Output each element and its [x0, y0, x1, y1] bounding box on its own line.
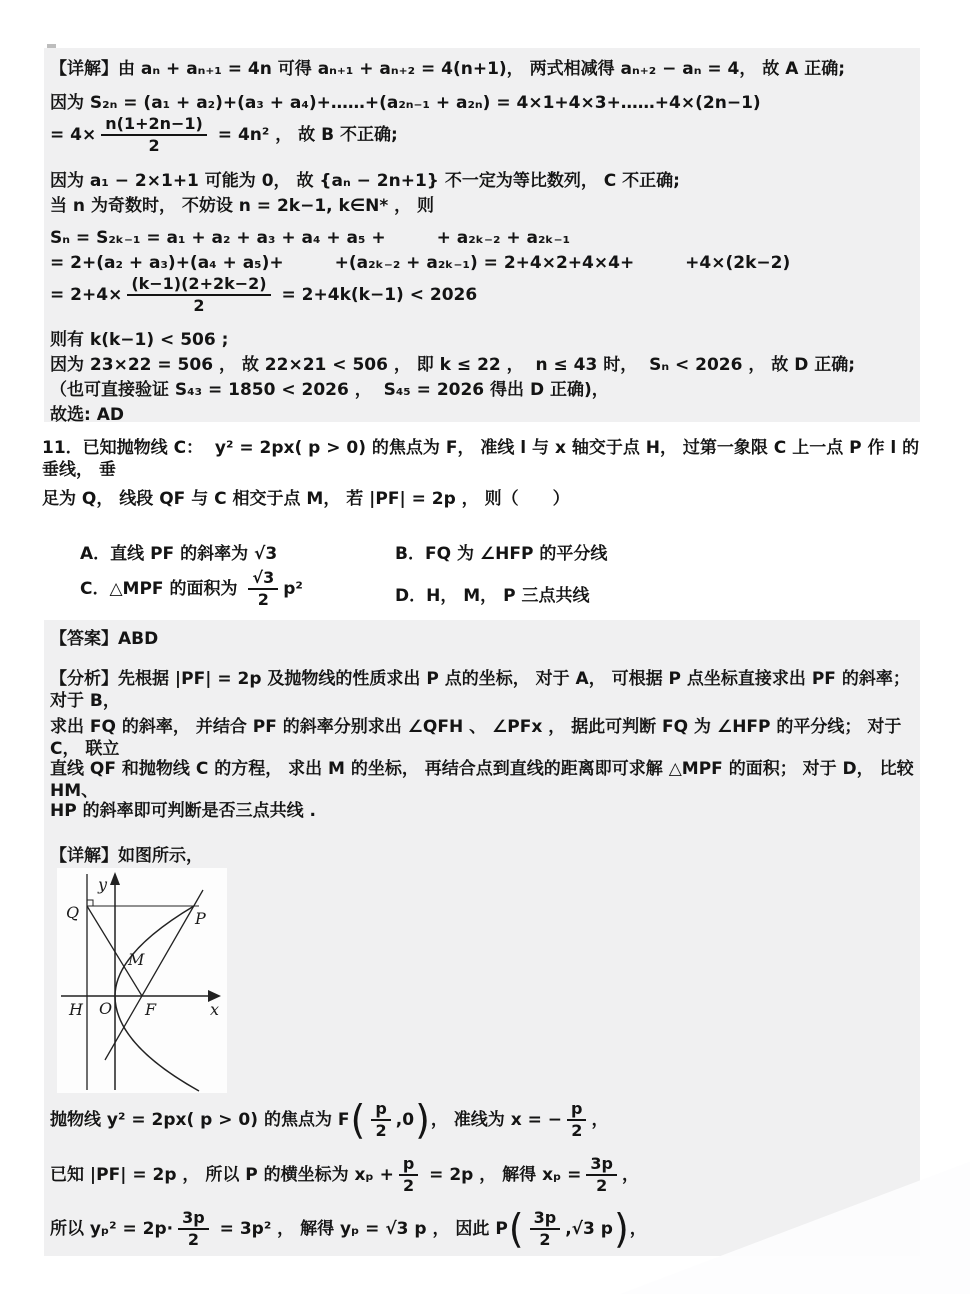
formula-text: ,√3 p: [565, 1219, 613, 1239]
fraction: $\frac{3p}{2}$: [178, 1208, 209, 1250]
question-11: [42, 430, 942, 620]
formula-text: = 2p ， 解得 xₚ =: [423, 1165, 582, 1185]
label-M: M: [128, 950, 145, 969]
fraction: $\frac{(k-1)(2+2k-2)}{2}$: [127, 274, 270, 316]
detail-line: 当 n 为奇数时， 不妨设 n = 2k−1, k∈N* ， 则: [50, 196, 435, 216]
y-axis-arrow-icon: [110, 872, 120, 885]
parabola-curve: [115, 906, 199, 1091]
label-y: y: [98, 875, 108, 894]
formula-text: ，: [629, 1219, 647, 1239]
formula-line: = 2+(a₂ + a₃)+(a₄ + a₅)+ +(a₂ₖ₋₂ + a₂ₖ₋₁) = 2+4×2+4×4+ +4×(2k−2): [50, 253, 791, 273]
answer-choice-line: 故选: AD: [50, 405, 124, 425]
fraction: $\frac{p}{2}$: [399, 1154, 418, 1196]
fraction: $\frac{3p}{2}$: [586, 1154, 617, 1196]
parabola-figure: [57, 868, 227, 1093]
option-d: D．H， M， P 三点共线: [395, 586, 590, 606]
label-O: O: [99, 999, 113, 1018]
detail-line: 因为 23×22 = 506 ， 故 22×21 < 506 ， 即 k ≤ 22 ， n ≤ 43 时， Sₙ < 2026 ， 故 D 正确;: [50, 355, 856, 375]
detail-line: 则有 k(k−1) < 506 ;: [50, 330, 229, 350]
big-paren: (: [508, 1205, 524, 1252]
analysis-line: 求出 FQ 的斜率， 并结合 PF 的斜率分别求出 ∠QFH 、 ∠PFx ， 据此可判断 FQ 为 ∠HFP 的平分线； 对于 C， 联立: [50, 717, 908, 759]
fraction: $\frac{p}{2}$: [371, 1099, 390, 1141]
formula-text: ，: [591, 1110, 609, 1130]
label-Q: Q: [66, 903, 80, 922]
detail-line: 【详解】由 aₙ + aₙ₊₁ = 4n 可得 aₙ₊₁ + aₙ₊₂ = 4(n+1)， 两式相减得 aₙ₊₂ − aₙ = 4， 故 A 正确;: [50, 59, 846, 79]
detail-intro-line: 【详解】如图所示，: [50, 846, 203, 866]
formula-line: [50, 274, 477, 316]
analysis-line: 直线 QF 和抛物线 C 的方程， 求出 M 的坐标， 再结合点到直线的距离即可求解 △MPF 的面积； 对于 D， 比较 HM、: [50, 759, 920, 801]
formula-text: ，: [621, 1165, 639, 1185]
option-c: [80, 568, 303, 610]
solution-line-1: [50, 1096, 609, 1143]
answer-line: 【答案】ABD: [50, 629, 159, 649]
formula-text: ， 准线为 x = −: [430, 1110, 563, 1130]
formula-line: Sₙ = S₂ₖ₋₁ = a₁ + a₂ + a₃ + a₄ + a₅ + + a₂ₖ₋₂ + a₂ₖ₋₁: [50, 228, 571, 248]
fraction: $\frac{p}{2}$: [567, 1099, 586, 1141]
fraction: $\frac{3p}{2}$: [530, 1208, 561, 1250]
analysis-line: HP 的斜率即可判断是否三点共线 .: [50, 801, 316, 821]
label-H: H: [69, 1000, 83, 1019]
formula-text: = 2+4k(k−1) < 2026: [275, 285, 478, 305]
formula-text: = 4n² ， 故 B 不正确;: [211, 125, 398, 145]
big-paren: ): [613, 1205, 629, 1252]
analysis-line: 【分析】先根据 |PF| = 2p 及抛物线的性质求出 P 点的坐标， 对于 A， 可根据 P 点坐标直接求出 PF 的斜率； 对于 B，: [50, 669, 916, 711]
label-x: x: [210, 1000, 220, 1019]
detail-line: （也可直接验证 S₄₃ = 1850 < 2026 ， S₄₅ = 2026 得出 D 正确)，: [50, 380, 609, 400]
detail-line: 因为 S₂ₙ = (a₁ + a₂)+(a₃ + a₄)+……+(a₂ₙ₋₁ + a₂ₙ) = 4×1+4×3+……+4×(2n−1): [50, 93, 761, 113]
option-c-text: p²: [283, 579, 303, 599]
answer-block-q11: [44, 620, 920, 1256]
big-paren: (: [350, 1096, 366, 1143]
question-stem-line: 足为 Q， 线段 QF 与 C 相交于点 M， 若 |PF| = 2p ， 则（ ）: [42, 489, 570, 509]
formula-text: 已知 |PF| = 2p ， 所以 P 的横坐标为 xₚ +: [50, 1165, 394, 1185]
formula-line: [50, 114, 398, 156]
solution-line-3: [50, 1205, 647, 1252]
solution-line-2: [50, 1154, 639, 1196]
formula-text: = 2+4×: [50, 285, 123, 305]
big-paren: ): [415, 1096, 430, 1143]
formula-text: ,0: [395, 1110, 415, 1130]
formula-text: 所以 yₚ² = 2p·: [50, 1219, 174, 1239]
label-F: F: [145, 1000, 157, 1019]
option-a: A．直线 PF 的斜率为 √3: [80, 544, 278, 564]
formula-text: = 3p² ， 解得 yₚ = √3 p ， 因此 P: [213, 1219, 508, 1239]
option-c-text: C．△MPF 的面积为: [80, 579, 244, 599]
parabola-figure-svg: [57, 868, 227, 1093]
label-P: P: [195, 909, 206, 928]
detail-line: 因为 a₁ − 2×1+1 可能为 0， 故 {aₙ − 2n+1} 不一定为等比数列， C 不正确;: [50, 171, 680, 191]
option-b: B．FQ 为 ∠HFP 的平分线: [395, 544, 608, 564]
formula-text: 抛物线 y² = 2px( p > 0) 的焦点为 F: [50, 1110, 350, 1130]
question-stem-line: 11．已知抛物线 C： y² = 2px( p > 0) 的焦点为 F， 准线 l 与 x 轴交于点 H， 过第一象限 C 上一点 P 作 l 的垂线， 垂: [42, 438, 920, 480]
detail-block-q10: [44, 48, 920, 425]
fraction: $\frac{n(1+2n-1)}{2}$: [101, 114, 207, 156]
right-angle-icon: [87, 900, 93, 906]
formula-text: = 4×: [50, 125, 97, 145]
fraction: $\frac{√3}{2}$: [248, 568, 278, 610]
